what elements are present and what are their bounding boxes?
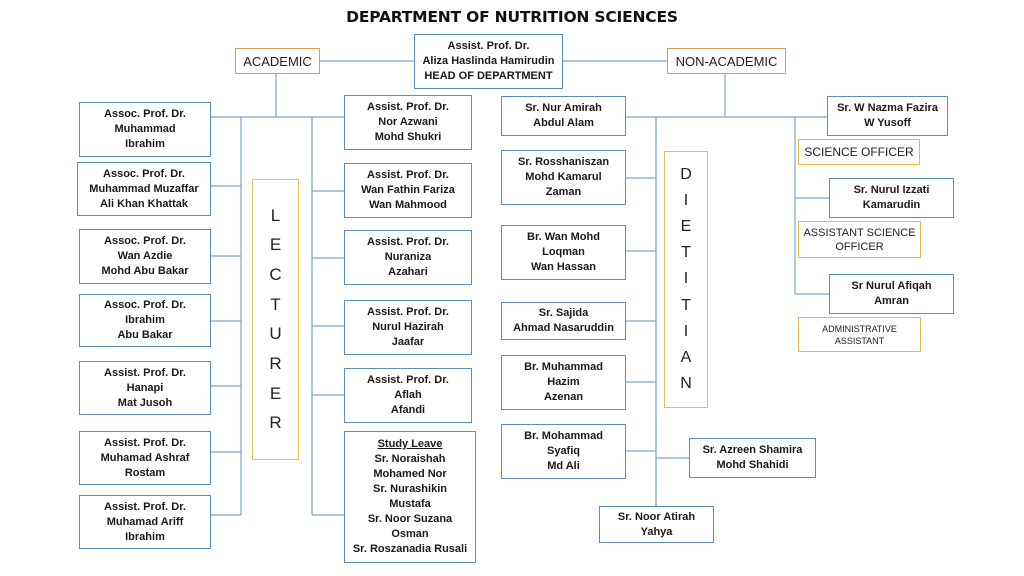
label-letter: A — [680, 348, 692, 366]
lecturer-name: Muhamad Ashraf — [100, 451, 190, 464]
lecturer-name: Nurul Hazirah — [372, 321, 444, 333]
lecturer-title: Assist. Prof. Dr. — [367, 236, 449, 248]
lecturer-title: Assist. Prof. Dr. — [104, 436, 186, 449]
dietitian-name: Loqman — [542, 246, 585, 258]
lecturer-name: Muhammad — [114, 123, 176, 135]
dietitian-name: Mohd Kamarul — [525, 171, 602, 183]
dietitian-name: Syafiq — [546, 445, 580, 457]
lecturer-surname: Ibrahim — [125, 138, 165, 150]
lecturer-surname: Jaafar — [391, 336, 425, 348]
lecturer-group-label — [252, 179, 299, 460]
lecturer-surname: Mohd Shukri — [374, 131, 442, 143]
lecturer-name: Nuraniza — [384, 251, 432, 263]
dietitian-name: Sr. Noor Atirah — [617, 510, 696, 523]
lecturer-name: Muhammad Muzaffar — [89, 182, 199, 195]
dietitian-box — [501, 150, 626, 205]
lecturer-box — [77, 162, 211, 216]
dietitian-name: Sr. Azreen Shamira — [702, 444, 803, 456]
lecturer-surname: Rostam — [124, 466, 166, 479]
dietitian-name: Sr. Sajida — [538, 307, 589, 319]
lecturer-box — [79, 361, 211, 415]
dietitian-name: Sr. Nur Amirah — [525, 102, 602, 114]
lecturer-box — [344, 368, 472, 423]
dietitian-box — [501, 225, 626, 280]
label-letter: E — [269, 235, 282, 255]
lecturer-surname: Abu Bakar — [117, 329, 173, 341]
lecturer-surname: Ali Khan Khattak — [99, 197, 188, 210]
label-letter: C — [269, 264, 282, 284]
label-letter: R — [269, 353, 282, 373]
staff-box — [827, 96, 948, 136]
dietitian-surname: Md Ali — [547, 460, 580, 472]
study-leave-name: Mohamed Nor — [373, 468, 447, 480]
lecturer-title: Assist. Prof. Dr. — [367, 374, 449, 386]
lecturer-surname: Mat Jusoh — [117, 396, 173, 409]
staff-surname: Kamarudin — [862, 199, 921, 211]
staff-surname: Amran — [874, 295, 909, 307]
lecturer-title: Assist. Prof. Dr. — [104, 366, 186, 379]
lecturer-box — [79, 495, 211, 549]
role-label: OFFICER — [835, 240, 884, 253]
lecturer-box — [344, 230, 472, 285]
lecturer-name: Aflah — [394, 389, 422, 401]
dietitian-box — [501, 302, 626, 340]
label-letter: I — [683, 192, 689, 210]
head-name: Aliza Haslinda Hamirudin — [422, 55, 555, 67]
lecturer-title: Assoc. Prof. Dr. — [104, 108, 186, 120]
dietitian-surname: Mohd Shahidi — [716, 459, 789, 471]
label-letter: E — [680, 218, 692, 236]
dietitian-name: Br. Wan Mohd — [527, 231, 600, 243]
label-letter: N — [680, 374, 692, 392]
dietitian-surname: Wan Hassan — [530, 261, 596, 273]
dietitian-box — [689, 438, 816, 478]
dietitian-surname: Azenan — [543, 391, 584, 403]
staff-box — [829, 178, 954, 218]
head-of-department-box — [414, 34, 563, 89]
lecturer-name: Wan Fathin Fariza — [361, 184, 455, 196]
lecturer-title: Assist. Prof. Dr. — [367, 101, 449, 113]
dietitian-surname: Yahya — [640, 525, 673, 538]
lecturer-box — [344, 300, 472, 355]
study-leave-name: Osman — [391, 528, 429, 540]
lecturer-box — [344, 163, 472, 218]
study-leave-name: Sr. Noraishah — [374, 453, 446, 465]
non-academic-label: NON-ACADEMIC — [667, 48, 786, 74]
administrative-assistant-role — [798, 317, 921, 352]
dietitian-box — [501, 96, 626, 136]
staff-surname: W Yusoff — [864, 117, 911, 129]
label-letter: R — [269, 413, 282, 433]
lecturer-title: Assoc. Prof. Dr. — [103, 167, 185, 180]
lecturer-title: Assist. Prof. Dr. — [367, 169, 449, 181]
academic-label: ACADEMIC — [235, 48, 320, 74]
lecturer-surname: Mohd Abu Bakar — [101, 265, 189, 277]
lecturer-surname: Ibrahim — [125, 530, 165, 543]
dietitian-surname: Abdul Alam — [533, 117, 594, 129]
dietitian-box — [501, 424, 626, 479]
lecturer-name: Nor Azwani — [378, 116, 438, 128]
study-leave-box — [344, 431, 476, 563]
lecturer-box — [79, 431, 211, 485]
dietitian-group-label — [664, 151, 708, 408]
role-label: ADMINISTRATIVE — [822, 323, 897, 334]
label-letter: I — [683, 270, 689, 288]
label-letter: T — [681, 244, 691, 262]
lecturer-title: Assoc. Prof. Dr. — [104, 235, 186, 247]
dietitian-box — [599, 506, 714, 543]
staff-name: Sr Nurul Afiqah — [851, 280, 932, 292]
role-label: ASSISTANT SCIENCE — [803, 226, 916, 239]
page-title: DEPARTMENT OF NUTRITION SCIENCES — [346, 8, 678, 26]
lecturer-title: Assist. Prof. Dr. — [367, 306, 449, 318]
head-title: Assist. Prof. Dr. — [447, 40, 530, 52]
role-label: SCIENCE OFFICER — [804, 145, 914, 159]
lecturer-surname: Afandi — [390, 404, 426, 416]
dietitian-surname: Zaman — [545, 186, 582, 198]
dietitian-name: Br. Muhammad — [524, 361, 603, 373]
study-leave-name: Sr. Roszanadia Rusali — [352, 543, 468, 555]
staff-name: Sr. Nurul Izzati — [853, 184, 930, 196]
label-letter: E — [269, 383, 282, 403]
assistant-science-officer-role — [798, 221, 921, 258]
study-leave-name: Mustafa — [389, 498, 431, 510]
dietitian-name: Sr. Rosshaniszan — [517, 156, 610, 168]
label-letter: I — [683, 322, 689, 340]
label-letter: U — [269, 324, 282, 344]
lecturer-surname: Azahari — [388, 266, 428, 278]
lecturer-box — [79, 102, 211, 157]
lecturer-name: Hanapi — [126, 381, 164, 394]
science-officer-role — [798, 139, 920, 165]
head-role: HEAD OF DEPARTMENT — [424, 70, 553, 82]
study-leave-heading: Study Leave — [377, 438, 443, 450]
lecturer-box — [79, 229, 211, 284]
label-letter: T — [270, 294, 281, 314]
lecturer-name: Muhamad Ariff — [106, 515, 184, 528]
dietitian-surname: Ahmad Nasaruddin — [513, 322, 614, 334]
dietitian-name: Hazim — [547, 376, 580, 388]
lecturer-title: Assist. Prof. Dr. — [104, 500, 186, 513]
label-letter: L — [270, 205, 281, 225]
lecturer-box — [344, 95, 472, 150]
label-letter: T — [681, 296, 691, 314]
role-label: ASSISTANT — [834, 335, 885, 346]
study-leave-name: Sr. Nurashikin — [373, 483, 447, 495]
staff-box — [829, 274, 954, 314]
dietitian-name: Br. Mohammad — [524, 430, 603, 442]
label-letter: D — [680, 166, 692, 184]
dietitian-box — [501, 355, 626, 410]
lecturer-name: Ibrahim — [125, 314, 165, 326]
lecturer-box — [79, 294, 211, 347]
lecturer-name: Wan Azdie — [117, 250, 173, 262]
lecturer-title: Assoc. Prof. Dr. — [104, 299, 186, 311]
lecturer-surname: Wan Mahmood — [369, 199, 447, 211]
study-leave-name: Sr. Noor Suzana — [367, 513, 453, 525]
staff-name: Sr. W Nazma Fazira — [837, 102, 938, 114]
